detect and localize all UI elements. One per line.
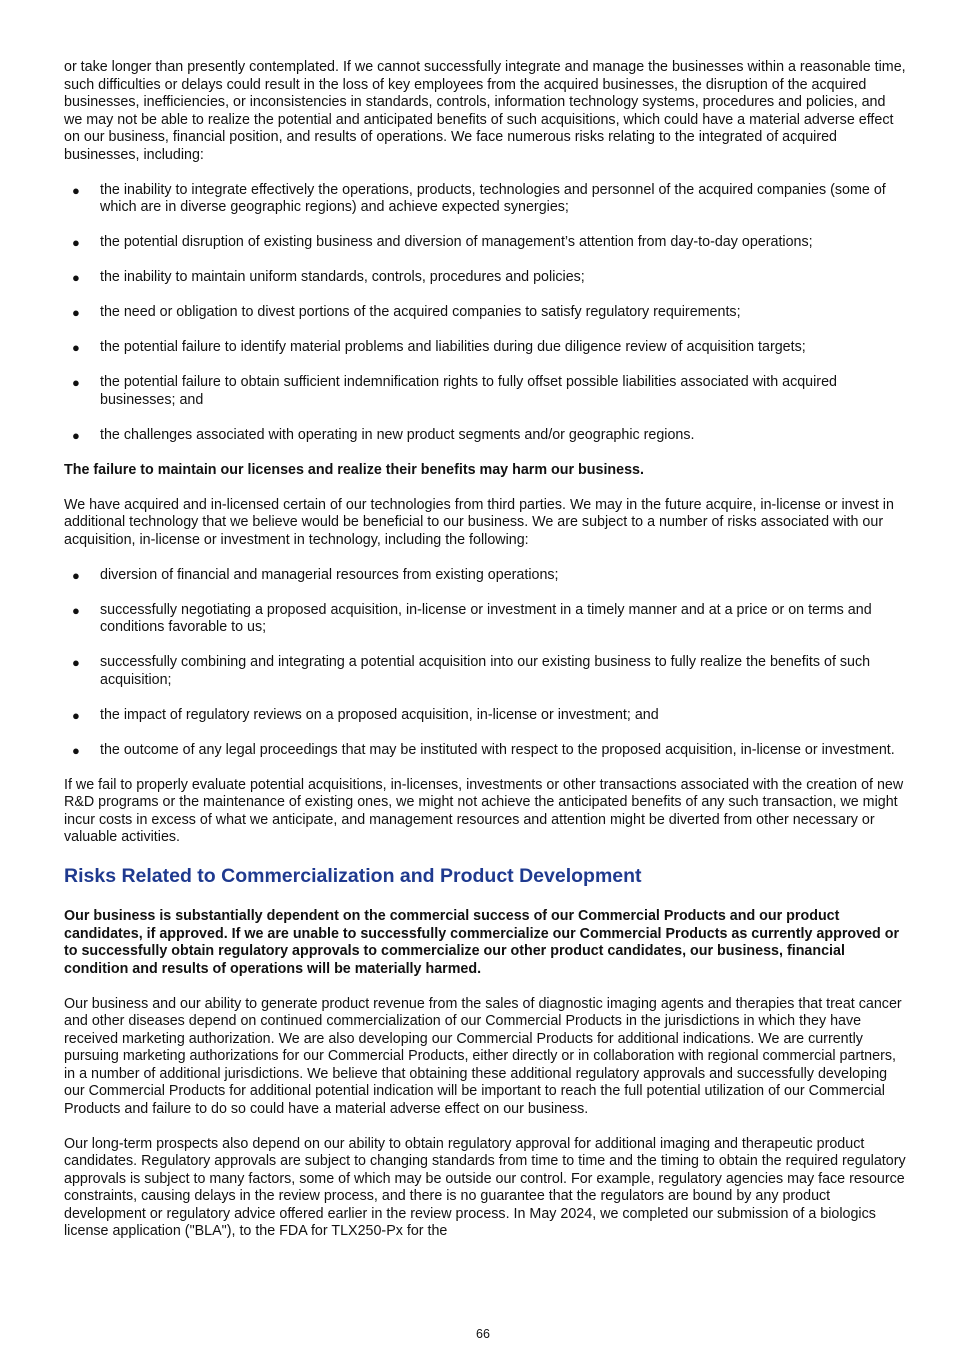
bullet-icon: ● <box>72 602 80 618</box>
list-item: ● the inability to integrate effectively the operations, products, technologies and personnel of the acquired companies (some of which are in diverse geographic regions) and achieve expected synergies; <box>72 181 886 215</box>
list-item: ● the potential disruption of existing business and diversion of management’s attention from day-to-day operations; <box>72 234 813 250</box>
licenses-heading: The failure to maintain our licenses and realize their benefits may harm our business. <box>64 461 644 478</box>
document-body <box>64 59 906 1258</box>
list-item: ● the outcome of any legal proceedings that may be instituted with respect to the proposed acquisition, in-license or investment. <box>72 741 895 758</box>
bullet-icon: ● <box>72 567 80 583</box>
section-title: Risks Related to Commercialization and Product Development <box>64 865 642 887</box>
bullet-icon: ● <box>72 340 80 355</box>
commercial-paragraph-1: Our business and our ability to generate product revenue from the sales of diagnostic imaging agents and therapies that treat cancer and other diseases depend on continued commercialization of our Commercial Products in the jurisdictions in which they have received marketing authorization. We are also developing our Commercial Products for additional indications. We are currently pursuing marketing authorizations for our Commercial Products, either directly or in collaboration with regional commercial partners, in a number of additional jurisdictions. We believe that obtaining these additional regulatory approvals and successfully developing our Commercial Products for additional potential indication will be important to reach the full potential utilization of our Commercial Products and failure to do so could have a material adverse effect on our business. <box>64 995 902 1117</box>
list-item: ● diversion of financial and managerial resources from existing operations; <box>72 566 559 583</box>
list-item: ● the potential failure to obtain sufficient indemnification rights to fully offset possible liabilities associated with acquired businesses; and <box>72 374 837 408</box>
list-item: ● the inability to maintain uniform standards, controls, procedures and policies; <box>72 269 585 285</box>
list-item: ● successfully combining and integrating a potential acquisition into our existing business to fully realize the benefits of such acquisition; <box>72 654 871 688</box>
list-item: ● the need or obligation to divest portions of the acquired companies to satisfy regulatory requirements; <box>72 304 741 320</box>
bullet-icon: ● <box>72 270 80 285</box>
bullet-icon: ● <box>72 742 80 758</box>
commercial-heading: Our business is substantially dependent on the commercial success of our Commercial Products and our product candidates, if approved. If we are unable to successfully commercialize our Commercial Products as currently approved or to successfully obtain regulatory approvals to commercialize our other product candidates, our business, financial condition and results of operations will be materially harmed. <box>64 908 900 977</box>
intro-paragraph: or take longer than presently contemplated. If we cannot successfully integrate and manage the businesses within a reasonable time, such difficulties or delays could result in the loss of key employees from the acquired businesses, the disruption of the acquired businesses, inefficiencies, or inconsistencies in standards, controls, information technology systems, procedures and policies, and we may not be able to realize the potential and anticipated benefits of such acquisitions, which could have a material adverse effect on our business, financial position, and results of operations. We face numerous risks relating to the integrated of acquired businesses, including: <box>64 59 906 163</box>
bullet-icon: ● <box>72 655 80 670</box>
integration-risks-list <box>64 182 906 445</box>
list-item: ● successfully negotiating a proposed acquisition, in-license or investment in a timely manner and at a price or on terms and conditions favorable to us; <box>72 601 872 635</box>
bullet-icon: ● <box>72 182 80 198</box>
licenses-conclusion: If we fail to properly evaluate potential acquisitions, in-licenses, investments or other transactions associated with the creation of new R&D programs or the maintenance of existing ones, we might not achieve the anticipated benefits of any such transaction, we might incur costs in excess of what we anticipate, and management resources and attention might be diverted from other necessary or valuable activities. <box>64 776 904 845</box>
page-number: 66 <box>476 1327 490 1341</box>
commercial-paragraph-2: Our long-term prospects also depend on our ability to obtain regulatory approval for additional imaging and therapeutic product candidates. Regulatory approvals are subject to changing standards from time to time and the timing to obtain the required regulatory approvals is subject to many factors, some of which may be outside our control. For example, regulatory agencies may face resource constraints, causing delays in the review process, and there is no guarantee that the regulators are bound by any product development or regulatory advice offered earlier in the review process. In May 2024, we completed our submission of a biologics license application ("BLA"), to the FDA for TLX250-Px for the <box>64 1135 906 1239</box>
bullet-icon: ● <box>72 235 80 250</box>
license-risks-list <box>64 567 906 760</box>
bullet-icon: ● <box>72 427 80 443</box>
licenses-paragraph: We have acquired and in-licensed certain of our technologies from third parties. We may in the future acquire, in-license or invest in additional technology that we believe would be beneficial to our business. We are subject to a number of risks associated with our acquisition, in-license or investment in technology, including the following: <box>64 496 894 548</box>
list-item: ● the potential failure to identify material problems and liabilities during due diligence review of acquisition targets; <box>72 339 806 355</box>
list-item: ● the challenges associated with operating in new product segments and/or geographic regions. <box>72 426 695 443</box>
bullet-icon: ● <box>72 375 80 390</box>
list-item: ● the impact of regulatory reviews on a proposed acquisition, in-license or investment; and <box>72 706 659 723</box>
bullet-icon: ● <box>72 305 80 320</box>
bullet-icon: ● <box>72 707 80 723</box>
